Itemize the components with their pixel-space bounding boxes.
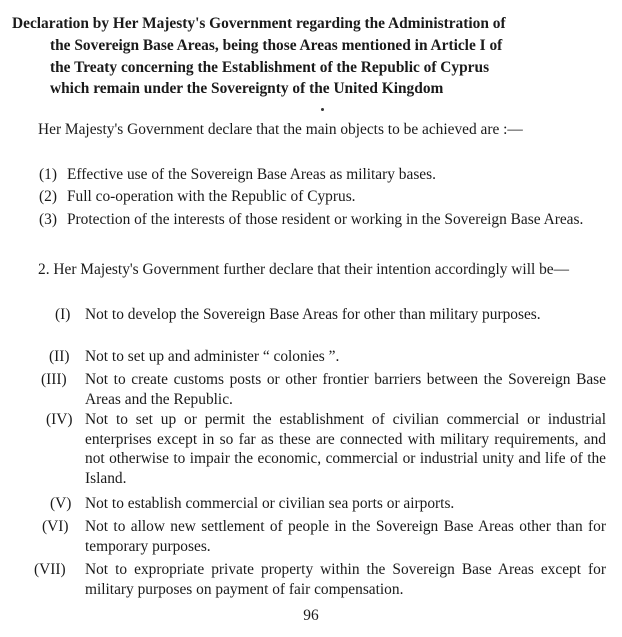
item-number: (V) <box>50 495 72 512</box>
heading-line: the Treaty concerning the Establishment of the Republic of Cyprus <box>50 58 490 76</box>
intention-item <box>50 494 606 514</box>
heading-line: Declaration by Her Majesty's Government regarding the Administration of <box>12 15 506 32</box>
item-text: Not to expropriate private property within the Sovereign Base Areas except for military purposes on payment of fair compensation. <box>85 561 606 598</box>
intro-text: Her Majesty's Government declare that the main objects to be achieved are :— <box>38 121 523 138</box>
intention-item <box>49 347 606 367</box>
declaration-heading <box>12 13 612 100</box>
item-text: Full co-operation with the Republic of Cyprus. <box>67 188 356 205</box>
item-number: (IV) <box>46 411 73 428</box>
item-number: (I) <box>55 306 71 323</box>
item-text: Not to allow new settlement of people in the Sovereign Base Areas other than for temporary purposes. <box>85 518 606 555</box>
object-item <box>39 165 606 185</box>
item-number: (2) <box>39 188 57 205</box>
object-item <box>39 210 606 230</box>
item-number: (II) <box>49 348 70 365</box>
intention-item <box>46 410 606 488</box>
item-number: (VI) <box>42 518 69 535</box>
intention-item <box>41 370 606 409</box>
intention-item <box>42 517 606 556</box>
item-text: Not to set up or permit the establishment of civilian commercial or industrial enterprises except in so far as these are connected with military requirements, and not otherwise to impair the economic, commercial or industrial unity and life of the Island. <box>85 411 606 487</box>
item-text: Not to set up and administer “ colonies ”. <box>85 348 340 365</box>
item-number: (VII) <box>34 561 66 578</box>
stray-dot-mark <box>321 108 324 111</box>
item-text: Effective use of the Sovereign Base Areas as military bases. <box>67 166 436 183</box>
object-item <box>39 187 606 207</box>
item-text: Not to establish commercial or civilian sea ports or airports. <box>85 495 455 512</box>
item-number: (1) <box>39 166 57 183</box>
item-number: (III) <box>41 371 67 388</box>
intro-paragraph <box>14 120 606 140</box>
item-text: Not to develop the Sovereign Base Areas for other than military purposes. <box>85 306 541 323</box>
item-text: Not to create customs posts or other frontier barriers between the Sovereign Base Areas and the Republic. <box>85 371 606 408</box>
page-number: 96 <box>303 607 319 624</box>
item-text: Protection of the interests of those resident or working in the Sovereign Base Areas. <box>67 211 584 228</box>
heading-line: the Sovereign Base Areas, being those Areas mentioned in Article I of <box>50 36 503 54</box>
intention-item <box>34 560 606 599</box>
paragraph-2-text: 2. Her Majesty's Government further declare that their intention accordingly will be— <box>38 261 570 278</box>
item-number: (3) <box>39 211 57 228</box>
paragraph-2 <box>14 260 606 280</box>
intention-item <box>55 305 606 325</box>
heading-line: which remain under the Sovereignty of the United Kingdom <box>50 80 444 98</box>
